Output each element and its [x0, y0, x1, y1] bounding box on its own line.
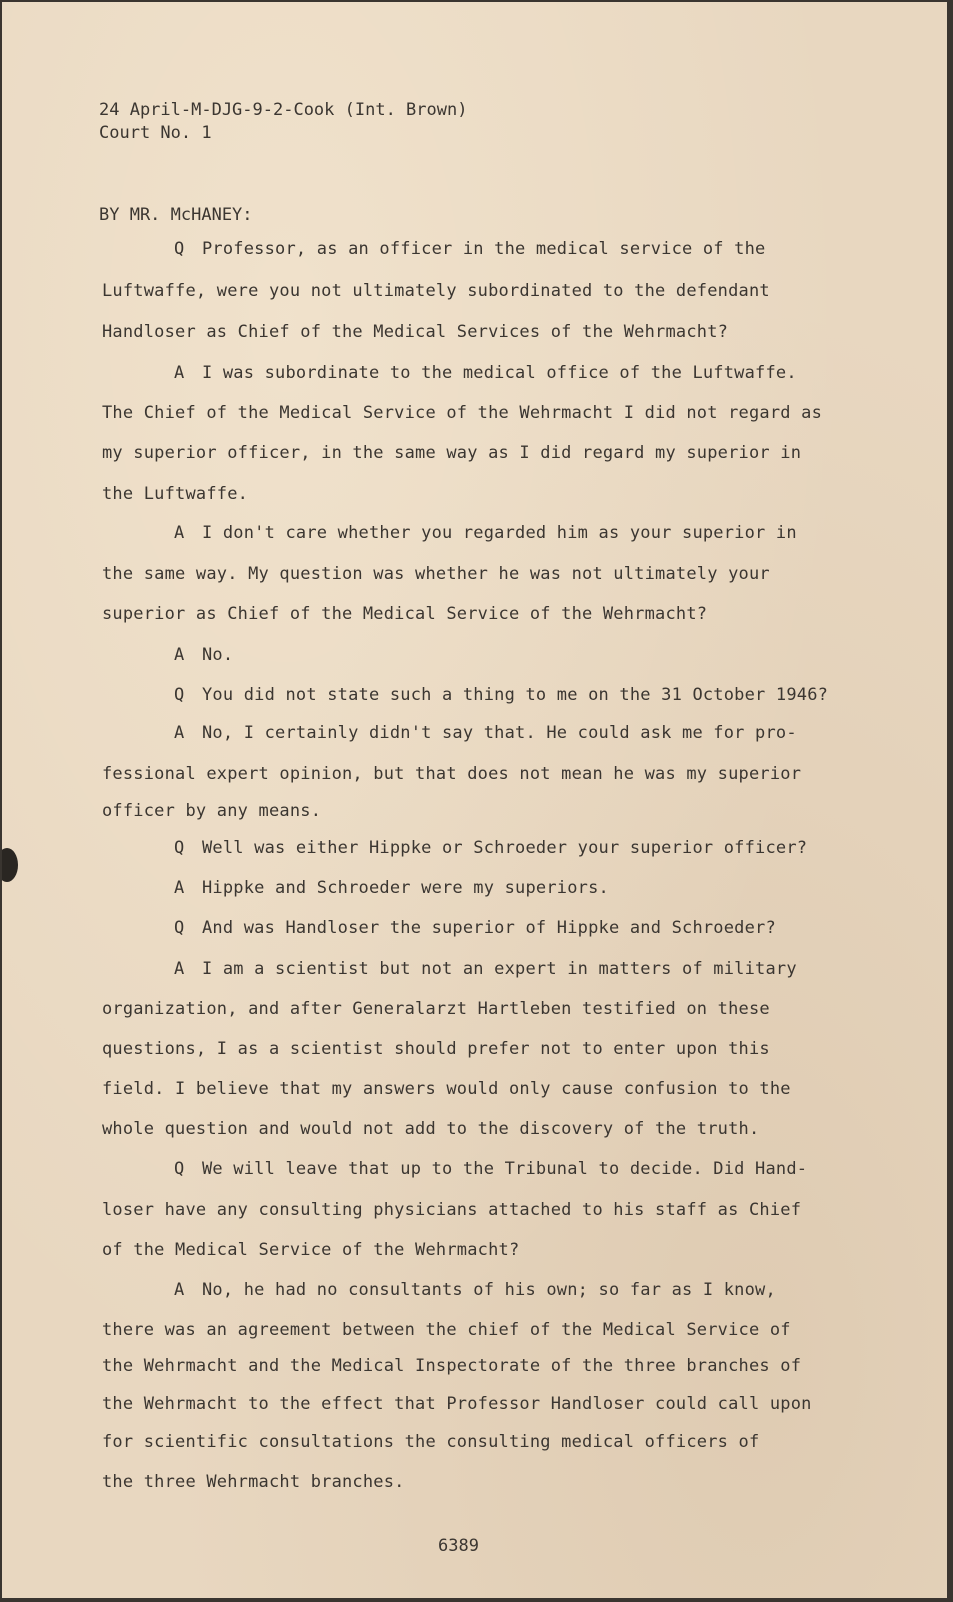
speaker-label: Q: [174, 239, 185, 259]
transcript-line: [102, 1200, 801, 1220]
page-number: 6389: [438, 1536, 479, 1556]
line-text: You did not state such a thing to me on the 31 October 1946?: [202, 685, 829, 705]
line-text: organization, and after Generalarzt Hartleben testified on these: [102, 999, 770, 1019]
line-text: Luftwaffe, were you not ultimately subordinated to the defendant: [102, 281, 770, 301]
transcript-line: [102, 1240, 519, 1260]
transcript-line: [102, 1119, 759, 1139]
speaker-label: Q: [174, 1159, 185, 1179]
transcript-line: [102, 1320, 791, 1340]
line-text: And was Handloser the superior of Hippke and Schroeder?: [202, 918, 776, 938]
document-page: [2, 2, 947, 1598]
speaker-label: A: [174, 523, 185, 543]
transcript-line: [102, 999, 770, 1019]
transcript-line-question: [174, 239, 765, 259]
transcript-line-question: [174, 918, 776, 938]
line-text: Professor, as an officer in the medical service of the: [202, 239, 766, 259]
transcript-line: [102, 801, 321, 821]
line-text: questions, I as a scientist should prefer not to enter upon this: [102, 1039, 770, 1059]
line-text: the three Wehrmacht branches.: [102, 1472, 405, 1492]
transcript-line: [102, 484, 248, 504]
line-text: fessional expert opinion, but that does not mean he was my superior: [102, 764, 802, 784]
line-text: superior as Chief of the Medical Service of the Wehrmacht?: [102, 604, 708, 624]
line-text: the Luftwaffe.: [102, 484, 249, 504]
line-text: the Wehrmacht and the Medical Inspectorate of the three branches of: [102, 1356, 802, 1376]
speaker-label: A: [174, 723, 185, 743]
transcript-line-question: [174, 1159, 807, 1179]
transcript-line: [102, 764, 801, 784]
line-text: I am a scientist but not an expert in matters of military: [202, 959, 797, 979]
line-text: Well was either Hippke or Schroeder your superior officer?: [202, 838, 808, 858]
transcript-line-answer: [174, 723, 797, 743]
transcript-line: [102, 1472, 405, 1492]
line-text: The Chief of the Medical Service of the Wehrmacht I did not regard as: [102, 403, 823, 423]
transcript-line: [102, 1394, 812, 1414]
transcript-line-answer: [174, 645, 233, 665]
speaker-label: A: [174, 878, 185, 898]
line-text: my superior officer, in the same way as I did regard my superior in: [102, 443, 802, 463]
line-text: whole question and would not add to the discovery of the truth.: [102, 1119, 760, 1139]
line-text: Handloser as Chief of the Medical Services of the Wehrmacht?: [102, 322, 729, 342]
line-text: I don't care whether you regarded him as your superior in: [202, 523, 797, 543]
transcript-line-answer: [174, 363, 797, 383]
transcript-line: [102, 322, 728, 342]
line-text: I was subordinate to the medical office of the Luftwaffe.: [202, 363, 797, 383]
transcript-line: [102, 1432, 759, 1452]
line-text: field. I believe that my answers would only cause confusion to the: [102, 1079, 791, 1099]
examiner-heading: BY MR. McHANEY:: [99, 205, 253, 225]
line-text: for scientific consultations the consulting medical officers of: [102, 1432, 760, 1452]
line-text: No, I certainly didn't say that. He could ask me for pro-: [202, 723, 797, 743]
transcript-line: [102, 564, 770, 584]
transcript-line: [102, 403, 822, 423]
speaker-label: Q: [174, 838, 185, 858]
transcript-line: [102, 1039, 770, 1059]
speaker-label: A: [174, 645, 185, 665]
transcript-line-answer: [174, 878, 609, 898]
transcript-line-question: [174, 685, 828, 705]
punch-hole: [2, 848, 18, 882]
transcript-line: [102, 604, 707, 624]
speaker-label: Q: [174, 918, 185, 938]
header-line-1: 24 April-M-DJG-9-2-Cook (Int. Brown): [99, 100, 468, 120]
speaker-label: A: [174, 363, 185, 383]
line-text: of the Medical Service of the Wehrmacht?: [102, 1240, 520, 1260]
speaker-label: A: [174, 959, 185, 979]
speaker-label: A: [174, 1280, 185, 1300]
transcript-line-answer: [174, 1280, 776, 1300]
transcript-line: [102, 1356, 801, 1376]
transcript-line: [102, 1079, 791, 1099]
line-text: there was an agreement between the chief of the Medical Service of: [102, 1320, 791, 1340]
transcript-line-question: [174, 838, 807, 858]
header-line-2: Court No. 1: [99, 123, 212, 143]
transcript-line-answer: [174, 959, 797, 979]
line-text: Hippke and Schroeder were my superiors.: [202, 878, 609, 898]
line-text: No.: [202, 645, 234, 665]
line-text: We will leave that up to the Tribunal to decide. Did Hand-: [202, 1159, 808, 1179]
line-text: No, he had no consultants of his own; so far as I know,: [202, 1280, 776, 1300]
transcript-line: [102, 281, 770, 301]
speaker-label: Q: [174, 685, 185, 705]
line-text: the same way. My question was whether he was not ultimately your: [102, 564, 770, 584]
line-text: the Wehrmacht to the effect that Professor Handloser could call upon: [102, 1394, 812, 1414]
line-text: loser have any consulting physicians attached to his staff as Chief: [102, 1200, 802, 1220]
line-text: officer by any means.: [102, 801, 322, 821]
transcript-line: [102, 443, 801, 463]
transcript-line-answer: [174, 523, 797, 543]
